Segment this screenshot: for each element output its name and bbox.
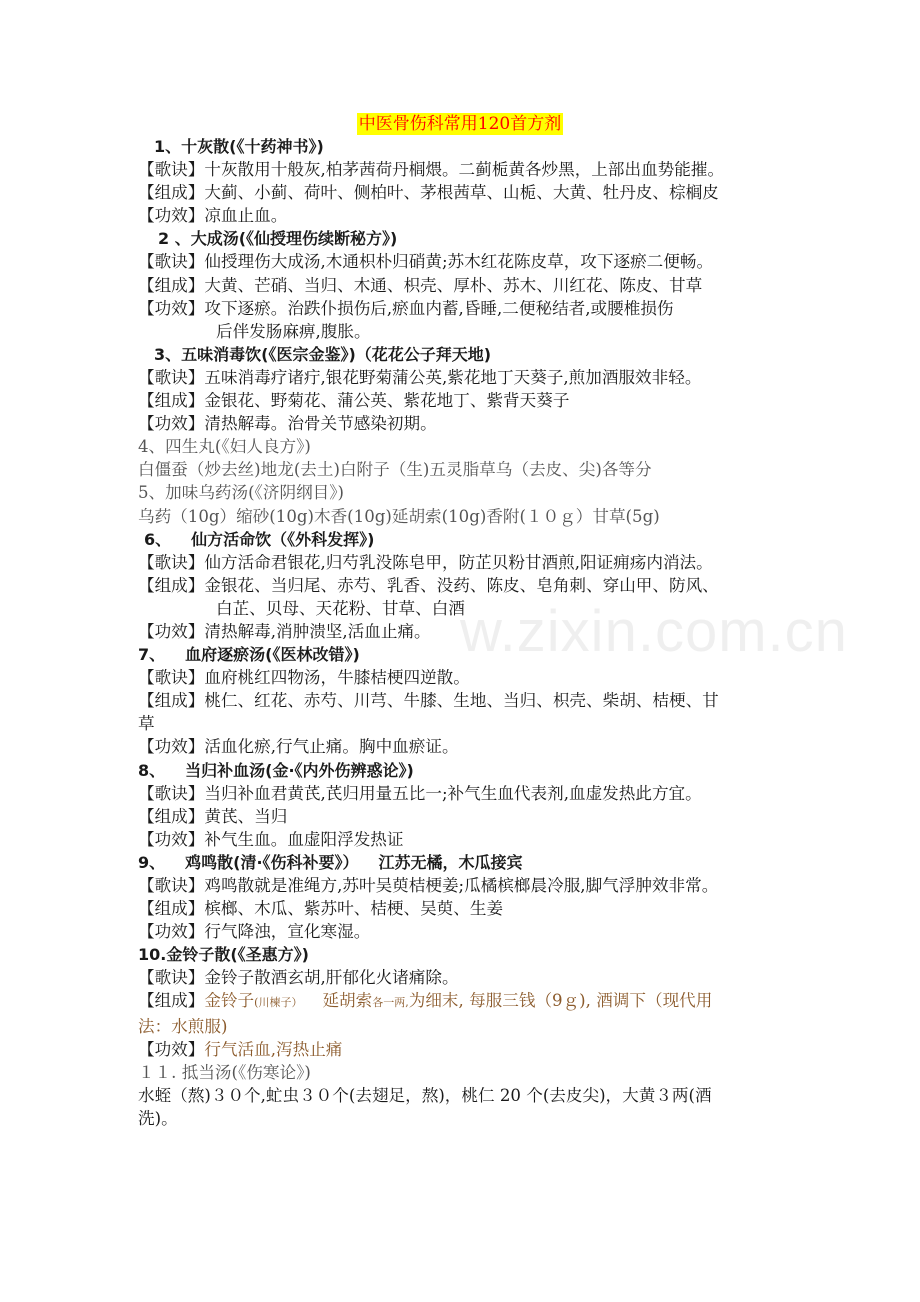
formula-11-heading: １１. 抵当汤(《伤寒论》) [138,1062,311,1082]
formula-5-heading: 5、加味乌药汤(《济阴纲目》) [138,483,345,503]
formula-3-heading: 3、五味消毒饮(《医宗金鉴》)（花花公子拜天地) [154,344,492,364]
formula-9-name: 鸡鸣散(清·《伤科补要》） [185,852,359,872]
formula-10-gongxiao-text: 行气活血,泻热止痛 [204,1039,343,1059]
formula-7-zucheng: 【组成】桃仁、红花、赤芍、川芎、牛膝、生地、当归、枳壳、柴胡、桔梗、甘 [138,691,719,711]
formula-3-gongxiao: 【功效】清热解毒。治骨关节感染初期。 [138,414,437,434]
formula-10-gongxiao-label: 【功效】 [138,1039,205,1059]
formula-10-gejue: 【歌诀】金铃子散酒玄胡,肝郁化火诸痛除。 [138,968,459,988]
formula-7-heading [138,643,788,666]
formula-1-gongxiao: 【功效】凉血止血。 [138,206,288,226]
formula-9-heading [138,851,788,874]
formula-10-herb-b-note: 各一两, [372,996,409,1010]
formula-6-zucheng: 【组成】金银花、当归尾、赤芍、乳香、没药、陈皮、皂角刺、穿山甲、防风、 [138,575,719,595]
formula-11-body-cont: 洗)。 [138,1108,178,1128]
formula-5-body: 乌药（10g）缩砂(10g)木香(10g)延胡索(10g)香附(１０ｇ）甘草(5g) [138,506,660,526]
formula-8-gongxiao: 【功效】补气生血。血虚阳浮发热证 [138,829,404,849]
formula-1-zucheng: 【组成】大蓟、小蓟、荷叶、侧柏叶、茅根茜草、山栀、大黄、牡丹皮、棕榈皮 [138,183,719,203]
formula-6-number: 6、 [144,529,172,549]
formula-2-zucheng: 【组成】大黄、芒硝、当归、木通、枳壳、厚朴、苏木、川红花、陈皮、甘草 [138,275,703,295]
formula-7-name: 血府逐瘀汤(《医林改错》) [185,645,360,665]
formula-6-name: 仙方活命饮（《外科发挥》) [191,529,375,549]
formula-11-body: 水蛭（熬)３０个,虻虫３０个(去翅足，熬)，桃仁 20 个(去皮尖)，大黄３两(酒 [138,1085,712,1105]
formula-10-gongxiao [138,1038,788,1061]
formula-10-herb-a-note: (川楝子） [254,996,303,1010]
formula-9-mnemonic: 江苏无橘，木瓜接宾 [378,852,523,872]
formula-3-gejue: 【歌诀】五味消毒疗诸疔,银花野菊蒲公英,紫花地丁天葵子,煎加酒服效非轻。 [138,367,702,387]
formula-8-zucheng: 【组成】黄芪、当归 [138,806,288,826]
formula-7-number: 7、 [138,645,166,665]
formula-10-herb-b: 延胡索 [322,991,373,1011]
formula-6-zucheng-cont: 白芷、贝母、天花粉、甘草、白酒 [216,598,465,618]
formula-9-gejue: 【歌诀】鸡鸣散就是准绳方,苏叶吴萸桔梗姜;瓜橘槟榔晨冷服,脚气浮肿效非常。 [138,876,719,895]
formula-2-gongxiao-cont: 后伴发肠麻痹,腹胀。 [216,321,371,341]
formula-9-gongxiao: 【功效】行气降浊，宣化寒湿。 [138,922,371,942]
formula-2-gejue: 【歌诀】仙授理伤大成汤,木通枳朴归硝黄;苏木红花陈皮草，攻下逐瘀二便畅。 [138,252,714,272]
document-body [138,135,788,1130]
formula-2-gongxiao: 【功效】攻下逐瘀。治跌仆损伤后,瘀血内蓄,昏睡,二便秘结者,或腰椎损伤 [138,298,674,318]
formula-8-heading [138,759,788,782]
formula-1-gejue: 【歌诀】十灰散用十般灰,柏茅茜荷丹榈煨。二蓟栀黄各炒黑，上部出血势能摧。 [138,160,725,180]
formula-6-gejue: 【歌诀】仙方活命君银花,归芍乳没陈皂甲，防芷贝粉甘酒煎,阳证痈疡内消法。 [138,552,713,572]
formula-8-name: 当归补血汤(金·《内外伤辨惑论》) [185,760,414,780]
formula-10-heading: 10.金铃子散(《圣惠方》) [138,945,309,965]
formula-9-number: 9、 [138,852,166,872]
formula-6-gongxiao: 【功效】清热解毒,消肿溃坚,活血止痛。 [138,621,431,641]
formula-10-zucheng-label: 【组成】 [138,991,205,1011]
title-bar [0,113,920,135]
formula-4-heading: 4、四生丸(《妇人良方》) [138,437,311,457]
formula-7-zucheng-cont: 草 [138,714,155,734]
formula-8-number: 8、 [138,760,166,780]
formula-10-herb-a: 金铃子 [204,991,255,1011]
document-title: 中医骨伤科常用120首方剂 [358,114,562,134]
formula-2-heading: 2 、大成汤(《仙授理伤续断秘方》) [158,229,398,249]
formula-10-zucheng [138,989,788,1014]
formula-7-gejue: 【歌诀】血府桃红四物汤，牛膝桔梗四逆散。 [138,668,470,688]
formula-7-gongxiao: 【功效】活血化瘀,行气止痛。胸中血瘀证。 [138,737,459,757]
formula-10-zucheng-cont: 法：水煎服) [138,1016,228,1036]
formula-4-body: 白僵蚕（炒去丝)地龙(去土)白附子（生)五灵脂草乌（去皮、尖)各等分 [138,460,652,480]
formula-1-heading: 1、十灰散(《十药神书》) [154,137,324,156]
formula-6-heading [138,528,788,551]
formula-10-dosage: 为细末, 每服三钱（9ｇ), 酒调下（现代用 [408,991,713,1011]
formula-9-zucheng: 【组成】槟榔、木瓜、紫苏叶、桔梗、吴萸、生姜 [138,899,504,919]
watermark: w.zixin.com.cn [460,599,848,664]
formula-3-zucheng: 【组成】金银花、野菊花、蒲公英、紫花地丁、紫背天葵子 [138,391,570,411]
formula-8-gejue: 【歌诀】当归补血君黄芪,芪归用量五比一;补气生血代表剂,血虚发热此方宜。 [138,783,702,803]
